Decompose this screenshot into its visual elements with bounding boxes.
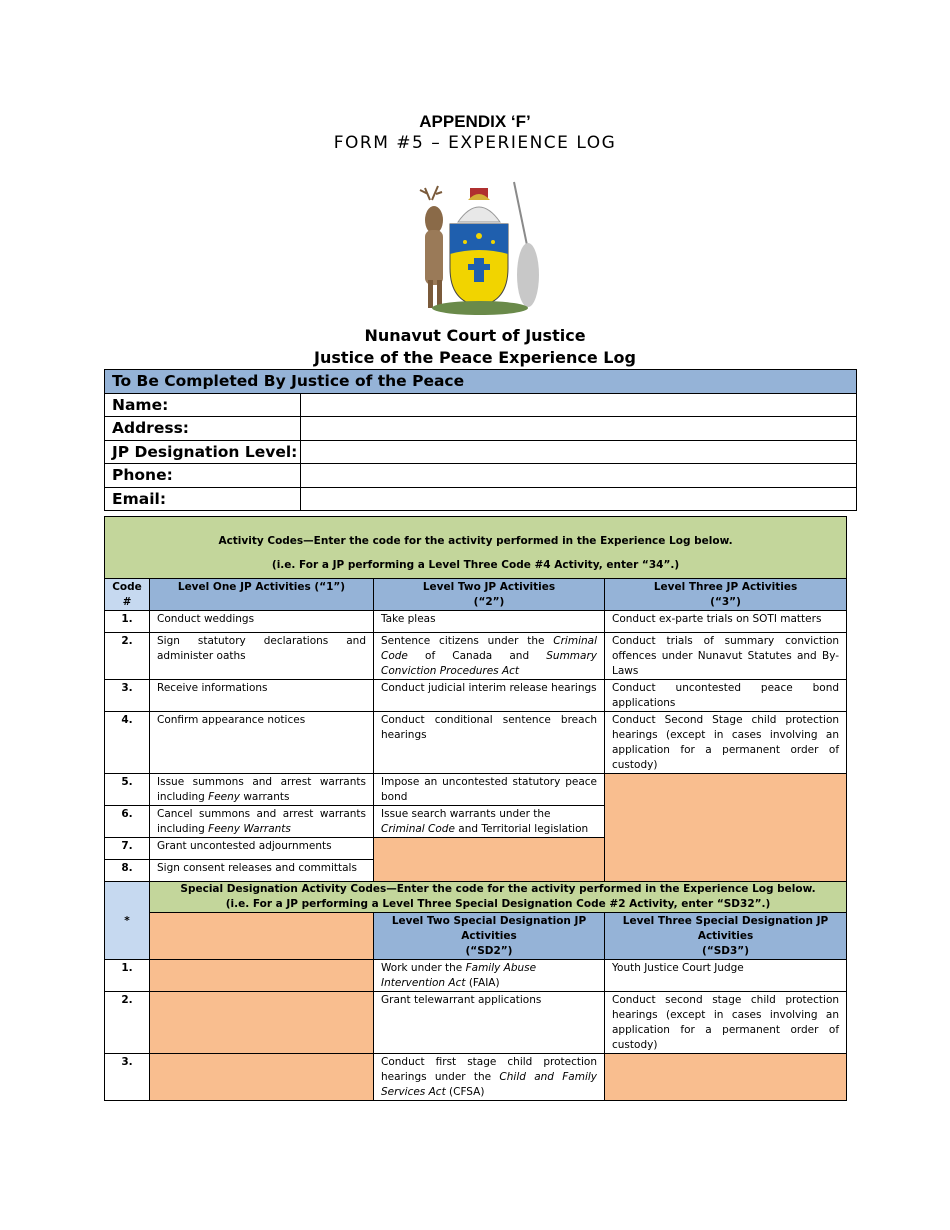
col-header-code: (“SD2”) <box>465 945 513 957</box>
level-three-activity: Conduct Second Stage child protection hearings (except in cases involving an application for a permanent order of custody) <box>605 712 847 774</box>
table-row <box>105 1054 847 1101</box>
warrant-type: Feeny <box>208 791 240 803</box>
coat-of-arms-icon <box>410 180 550 320</box>
activity-text: Work under the <box>381 962 466 974</box>
designation-level-field[interactable] <box>301 440 857 464</box>
field-label-phone: Phone: <box>105 464 301 488</box>
unused-cell <box>374 838 605 882</box>
special-codes-heading: Special Designation Activity Codes—Enter the code for the activity performed in the Experience Log below. <box>180 883 816 895</box>
col-header-text: Activities <box>697 930 754 942</box>
col-header-level-two-name: Level Two JP Activities <box>422 581 556 593</box>
code-number: 6. <box>105 806 150 838</box>
unused-cell <box>150 960 374 992</box>
phone-field[interactable] <box>301 464 857 488</box>
code-number: 3. <box>105 1054 150 1101</box>
level-two-activity <box>374 633 605 680</box>
code-number: 2. <box>105 633 150 680</box>
code-number: 7. <box>105 838 150 860</box>
table-row <box>105 960 847 992</box>
jp-form-heading: To Be Completed By Justice of the Peace <box>105 370 857 394</box>
court-name: Nunavut Court of Justice <box>364 326 586 345</box>
level-one-activity: Grant uncontested adjournments <box>150 838 374 860</box>
col-header-level-two-code: (“2”) <box>473 596 505 608</box>
code-number: 1. <box>105 960 150 992</box>
field-label-name: Name: <box>105 393 301 417</box>
level-three-activity: Conduct ex-parte trials on SOTI matters <box>605 611 847 633</box>
activity-codes-title <box>105 517 847 579</box>
activity-text: Conduct first stage child protection hearings under the <box>381 1056 597 1083</box>
email-field[interactable] <box>301 487 857 511</box>
level-one-activity: Sign statutory declarations and administer oaths <box>150 633 374 680</box>
table-row <box>105 633 847 680</box>
log-title: Justice of the Peace Experience Log <box>314 348 636 367</box>
activity-text: and Territorial legislation <box>454 823 589 835</box>
col-header-text: Level Three Special Designation JP <box>622 915 829 927</box>
col-header-text: Level Two Special Designation JP <box>391 915 587 927</box>
col-header-level-two <box>374 579 605 611</box>
activity-text: (CFSA) <box>445 1086 485 1098</box>
code-number: 5. <box>105 774 150 806</box>
col-header-level-three <box>605 579 847 611</box>
level-one-activity <box>150 774 374 806</box>
table-row <box>105 680 847 712</box>
activity-text: warrants <box>240 791 290 803</box>
form-row-address <box>105 417 857 441</box>
statute-name: Summary Conviction Procedures Act <box>381 650 597 677</box>
special-level-three-activity: Youth Justice Court Judge <box>605 960 847 992</box>
name-field[interactable] <box>301 393 857 417</box>
col-header-special-level-three <box>605 913 847 960</box>
statute-name: Family Abuse Intervention Act <box>381 962 537 989</box>
unused-cell <box>150 992 374 1054</box>
unused-cell <box>150 1054 374 1101</box>
field-label-email: Email: <box>105 487 301 511</box>
col-header-text: Activities <box>461 930 517 942</box>
field-label-designation: JP Designation Level: <box>105 440 301 464</box>
level-one-activity: Confirm appearance notices <box>150 712 374 774</box>
statute-name: Child and Family Services Act <box>381 1071 597 1098</box>
unused-cell <box>605 774 847 882</box>
code-number: 4. <box>105 712 150 774</box>
level-one-activity: Conduct weddings <box>150 611 374 633</box>
level-two-activity: Conduct judicial interim release hearings <box>374 680 605 712</box>
activity-text: Issue summons and arrest warrants including <box>157 776 366 803</box>
col-header-level-one: Level One JP Activities (“1”) <box>150 579 374 611</box>
col-header-level-three-code: (“3”) <box>710 596 741 608</box>
level-two-activity: Take pleas <box>374 611 605 633</box>
form-row-name <box>105 393 857 417</box>
form-title: FORM #5 – EXPERIENCE LOG <box>333 133 617 153</box>
special-level-two-activity <box>374 960 605 992</box>
level-three-activity: Conduct uncontested peace bond applications <box>605 680 847 712</box>
unused-cell <box>605 1054 847 1101</box>
table-row <box>105 611 847 633</box>
address-field[interactable] <box>301 417 857 441</box>
activity-codes-example: (i.e. For a JP performing a Level Three Code #4 Activity, enter “34”.) <box>271 558 680 571</box>
unused-cell <box>150 913 374 960</box>
special-level-two-activity: Grant telewarrant applications <box>374 992 605 1054</box>
special-marker: * <box>105 882 150 960</box>
activity-codes-table <box>104 516 847 1101</box>
table-row <box>105 712 847 774</box>
form-row-designation <box>105 440 857 464</box>
level-one-activity <box>150 806 374 838</box>
level-one-activity: Receive informations <box>150 680 374 712</box>
form-row-phone <box>105 464 857 488</box>
table-row <box>105 774 847 806</box>
col-header-code: Code # <box>105 579 150 611</box>
activity-text: Cancel summons and arrest warrants including <box>157 808 366 835</box>
court-heading <box>0 325 950 369</box>
statute-name: Criminal Code <box>381 635 597 662</box>
activity-text: (FAIA) <box>465 977 500 989</box>
appendix-title: APPENDIX ‘F’ <box>419 112 531 131</box>
statute-name: Criminal Code <box>381 823 455 835</box>
col-header-special-level-two <box>374 913 605 960</box>
level-one-activity: Sign consent releases and committals <box>150 860 374 882</box>
code-number: 2. <box>105 992 150 1054</box>
field-label-address: Address: <box>105 417 301 441</box>
warrant-type: Feeny Warrants <box>208 823 291 835</box>
level-two-activity <box>374 806 605 838</box>
code-number: 8. <box>105 860 150 882</box>
col-header-code: (“SD3”) <box>702 945 749 957</box>
level-two-activity: Conduct conditional sentence breach hearings <box>374 712 605 774</box>
code-number: 1. <box>105 611 150 633</box>
level-three-activity: Conduct trials of summary conviction offences under Nunavut Statutes and By-Laws <box>605 633 847 680</box>
special-level-two-activity <box>374 1054 605 1101</box>
special-level-three-activity: Conduct second stage child protection hearings (except in cases involving an application for a permanent order of custody) <box>605 992 847 1054</box>
level-two-activity: Impose an uncontested statutory peace bond <box>374 774 605 806</box>
special-codes-title <box>150 882 847 913</box>
code-number: 3. <box>105 680 150 712</box>
activity-codes-heading: Activity Codes—Enter the code for the activity performed in the Experience Log below. <box>218 534 733 547</box>
form-row-email <box>105 487 857 511</box>
col-header-level-three-name: Level Three JP Activities <box>653 581 798 593</box>
special-codes-example: (i.e. For a JP performing a Level Three Special Designation Code #2 Activity, enter “SD32”.) <box>225 898 771 910</box>
activity-text: Issue search warrants under the <box>381 808 551 820</box>
activity-text: of Canada and <box>407 650 547 662</box>
jp-details-form <box>104 369 857 511</box>
activity-text: Sentence citizens under the <box>381 635 554 647</box>
table-row <box>105 992 847 1054</box>
